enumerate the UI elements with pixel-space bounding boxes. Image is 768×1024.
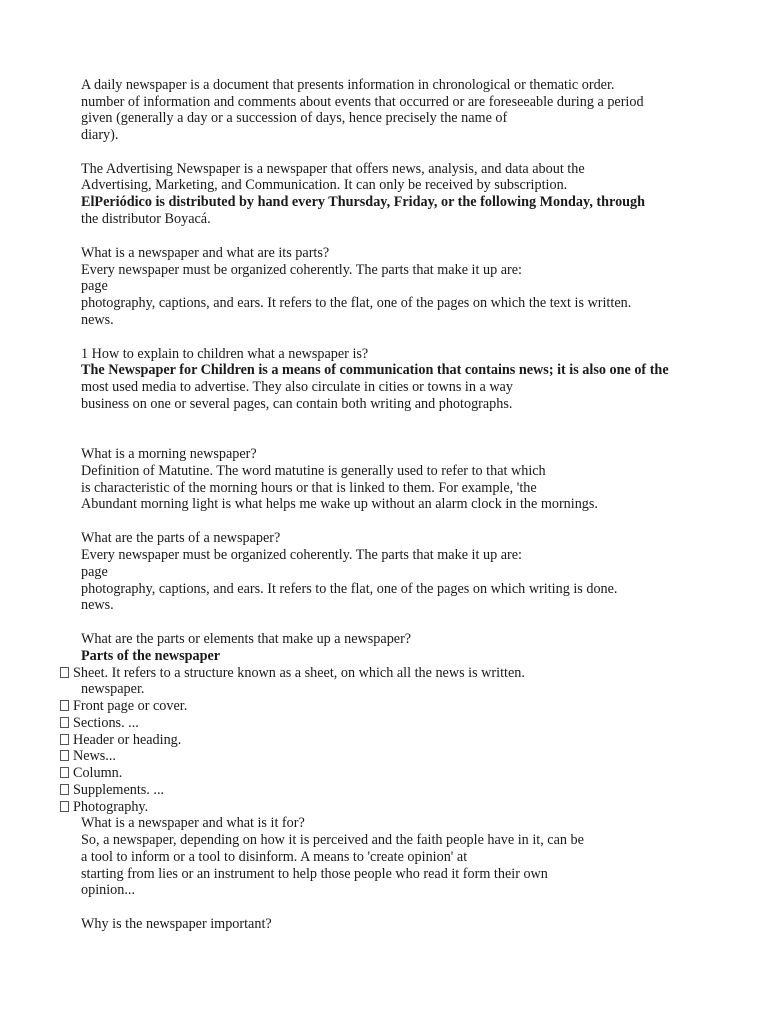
text-line: The Advertising Newspaper is a newspaper that offers news, analysis, and data about the bbox=[81, 161, 585, 177]
text-line: business on one or several pages, can contain both writing and photographs. bbox=[81, 396, 513, 412]
text-line: starting from lies or an instrument to help those people who read it form their own bbox=[81, 866, 548, 882]
bold-text-line: ElPeriódico is distributed by hand every Thursday, Friday, or the following Monday, through bbox=[81, 194, 646, 210]
list-item: Header or heading. bbox=[60, 732, 181, 749]
text-line: newspaper. bbox=[81, 681, 145, 697]
list-item: Supplements. ... bbox=[60, 782, 164, 799]
text-line: page bbox=[81, 564, 108, 580]
list-item: Photography. bbox=[60, 799, 148, 816]
checkbox-glyph-icon bbox=[60, 700, 69, 711]
text-line: news. bbox=[81, 312, 114, 328]
text-line: news. bbox=[81, 597, 114, 613]
question-heading: Why is the newspaper important? bbox=[81, 916, 272, 932]
question-heading: What is a morning newspaper? bbox=[81, 446, 257, 462]
checkbox-glyph-icon bbox=[60, 767, 69, 778]
question-heading: What are the parts of a newspaper? bbox=[81, 530, 281, 546]
list-item: Column. bbox=[60, 765, 122, 782]
text-line: A daily newspaper is a document that presents information in chronological or thematic order. bbox=[81, 77, 615, 93]
text-line: the distributor Boyacá. bbox=[81, 211, 211, 227]
section-heading: Parts of the newspaper bbox=[81, 648, 221, 664]
text-line: Definition of Matutine. The word matutine is generally used to refer to that which bbox=[81, 463, 546, 479]
checkbox-glyph-icon bbox=[60, 734, 69, 745]
text-line: given (generally a day or a succession of days, hence precisely the name of bbox=[81, 110, 508, 126]
list-item: Sections. ... bbox=[60, 715, 139, 732]
text-line: Abundant morning light is what helps me wake up without an alarm clock in the mornings. bbox=[81, 496, 598, 512]
list-item: Sheet. It refers to a structure known as a sheet, on which all the news is written. bbox=[60, 665, 525, 682]
text-line: Every newspaper must be organized coherently. The parts that make it up are: bbox=[81, 547, 522, 563]
text-line: So, a newspaper, depending on how it is perceived and the faith people have in it, can be bbox=[81, 832, 584, 848]
list-item: Front page or cover. bbox=[60, 698, 187, 715]
text-line: photography, captions, and ears. It refers to the flat, one of the pages on which the text is written. bbox=[81, 295, 632, 311]
text-line: number of information and comments about events that occurred or are foreseeable during a period bbox=[81, 94, 644, 110]
question-heading: What is a newspaper and what are its parts? bbox=[81, 245, 330, 261]
text-line: diary). bbox=[81, 127, 119, 143]
text-line: is characteristic of the morning hours or that is linked to them. For example, 'the bbox=[81, 480, 537, 496]
checkbox-glyph-icon bbox=[60, 717, 69, 728]
question-heading: What are the parts or elements that make up a newspaper? bbox=[81, 631, 412, 647]
checkbox-glyph-icon bbox=[60, 667, 69, 678]
checkbox-glyph-icon bbox=[60, 784, 69, 795]
text-line: opinion... bbox=[81, 882, 135, 898]
text-line: most used media to advertise. They also circulate in cities or towns in a way bbox=[81, 379, 513, 395]
bold-text-line: The Newspaper for Children is a means of communication that contains news; it is also one of the bbox=[81, 362, 669, 378]
text-line: Every newspaper must be organized coherently. The parts that make it up are: bbox=[81, 262, 522, 278]
text-line: photography, captions, and ears. It refers to the flat, one of the pages on which writing is done. bbox=[81, 581, 618, 597]
list-item: News... bbox=[60, 748, 116, 765]
checkbox-glyph-icon bbox=[60, 801, 69, 812]
text-line: page bbox=[81, 278, 108, 294]
question-heading: What is a newspaper and what is it for? bbox=[81, 815, 305, 831]
checkbox-glyph-icon bbox=[60, 750, 69, 761]
text-line: Advertising, Marketing, and Communication. It can only be received by subscription. bbox=[81, 177, 568, 193]
text-line: a tool to inform or a tool to disinform. A means to 'create opinion' at bbox=[81, 849, 468, 865]
question-heading: 1 How to explain to children what a newspaper is? bbox=[81, 346, 369, 362]
